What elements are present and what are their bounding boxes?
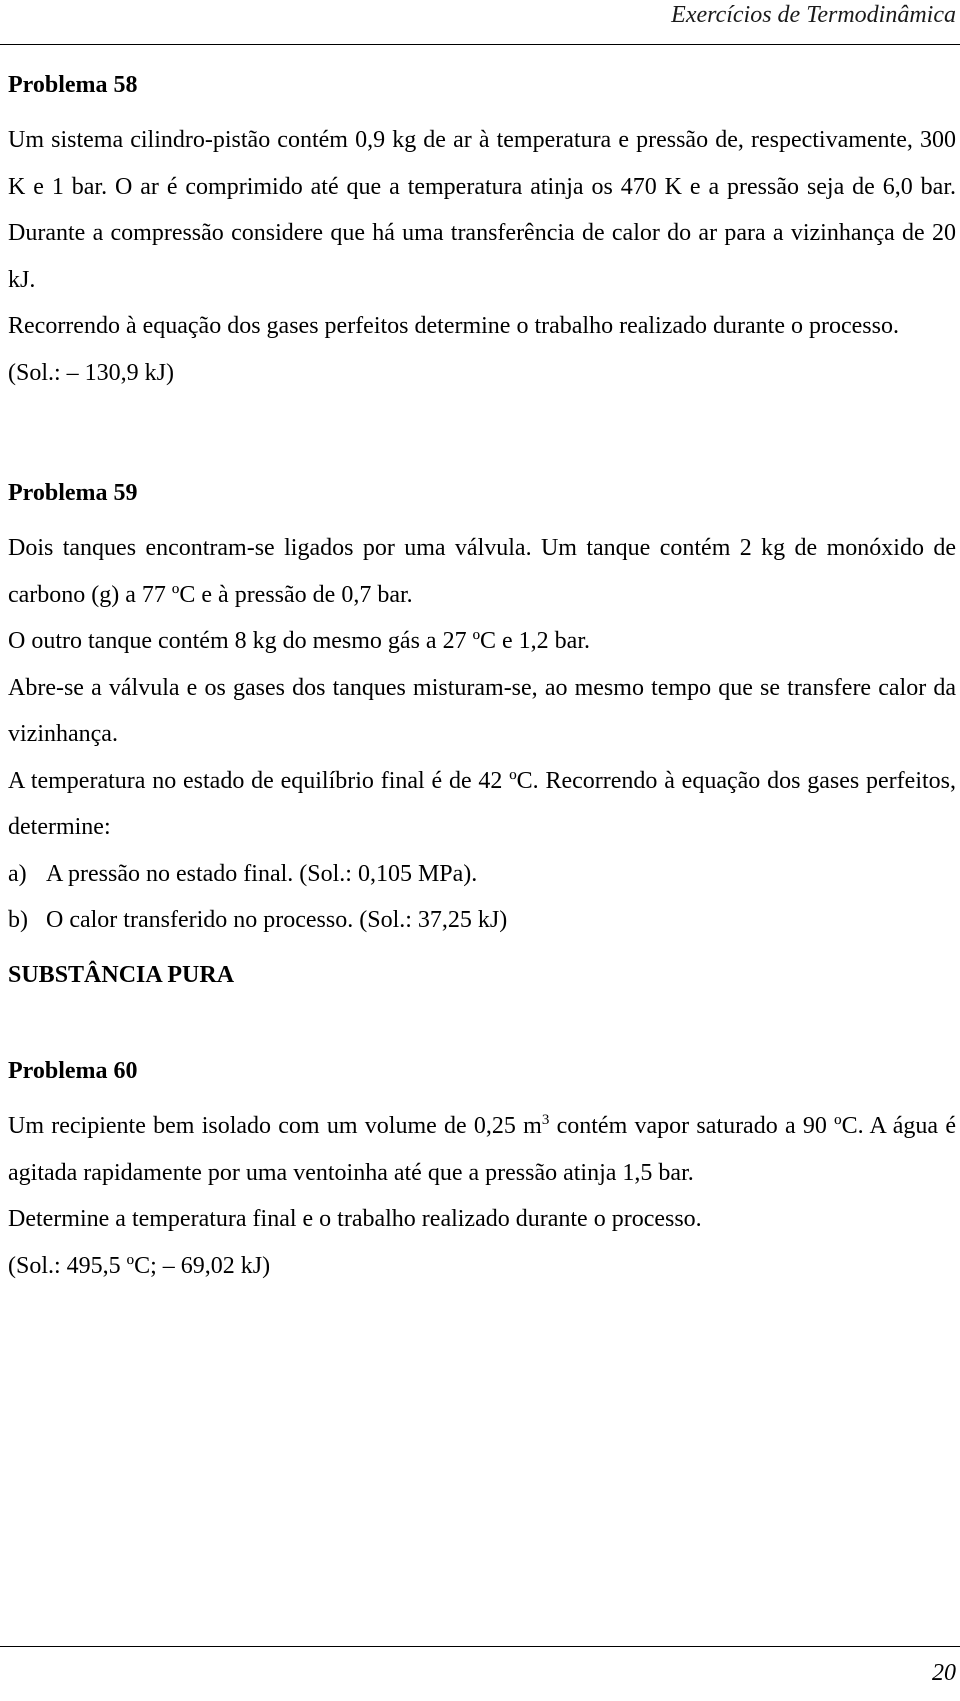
problem-58-solution: (Sol.: – 130,9 kJ) <box>8 359 175 386</box>
problem-59-title: Problema 59 <box>8 480 138 506</box>
problem-60-solution: (Sol.: 495,5 ºC; – 69,02 kJ) <box>8 1252 271 1279</box>
problem-58-text: Um sistema cilindro-pistão contém 0,9 kg de ar à temperatura e pressão de, respectivamente, 300 K e 1 bar. O ar é comprimido até que a temperatura atinja os 470 K e a pressão seja de 6,0 bar. Durante a compressão considere que há uma transferência de calor do ar para a vizinhança de 20 kJ. <box>8 127 956 293</box>
section-substancia-pura <box>8 960 956 990</box>
problem-59-item-b <box>8 897 956 944</box>
problem-59-text-2: O outro tanque contém 8 kg do mesmo gás a 27 ºC e 1,2 bar. <box>8 628 590 654</box>
problem-59-body <box>8 525 956 944</box>
header-divider <box>0 44 960 45</box>
problem-60-body <box>8 1103 956 1289</box>
page-number: 20 <box>932 1660 956 1686</box>
section-title: SUBSTÂNCIA PURA <box>8 962 235 988</box>
problem-60-title: Problema 60 <box>8 1058 138 1084</box>
problem-58 <box>8 70 956 100</box>
problem-60-text-part-2: contém vapor saturado a 90 ºC. A água é agitada rapidamente por uma ventoinha até que a pressão atinja 1,5 bar. <box>8 1113 956 1186</box>
footer-divider <box>0 1646 960 1647</box>
problem-58-body <box>8 117 956 396</box>
problem-59-item-a <box>8 851 956 898</box>
running-header: Exercícios de Termodinâmica <box>671 2 956 28</box>
problem-58-title: Problema 58 <box>8 72 138 98</box>
problem-58-question: Recorrendo à equação dos gases perfeitos determine o trabalho realizado durante o processo. <box>8 313 899 339</box>
problem-59-text-3: Abre-se a válvula e os gases dos tanques misturam-se, ao mesmo tempo que se transfere calor da vizinhança. <box>8 674 956 747</box>
problem-59-text-4: A temperatura no estado de equilíbrio final é de 42 ºC. Recorrendo à equação dos gases perfeitos, determine: <box>8 767 956 840</box>
problem-60-text <box>8 1103 956 1196</box>
problem-59 <box>8 478 956 508</box>
item-text: O calor transferido no processo. (Sol.: 37,25 kJ) <box>46 907 508 933</box>
problem-60 <box>8 1056 956 1086</box>
problem-60-text-part-1: Um recipiente bem isolado com um volume de 0,25 m <box>8 1113 542 1139</box>
item-label: a) <box>8 860 27 887</box>
item-text: A pressão no estado final. (Sol.: 0,105 MPa). <box>46 860 478 887</box>
item-label: b) <box>8 907 28 933</box>
problem-60-question: Determine a temperatura final e o trabalho realizado durante o processo. <box>8 1206 702 1232</box>
problem-59-text-1: Dois tanques encontram-se ligados por uma válvula. Um tanque contém 2 kg de monóxido de carbono (g) a 77 ºC e à pressão de 0,7 bar. <box>8 535 956 608</box>
volume-exponent: 3 <box>541 1112 550 1128</box>
